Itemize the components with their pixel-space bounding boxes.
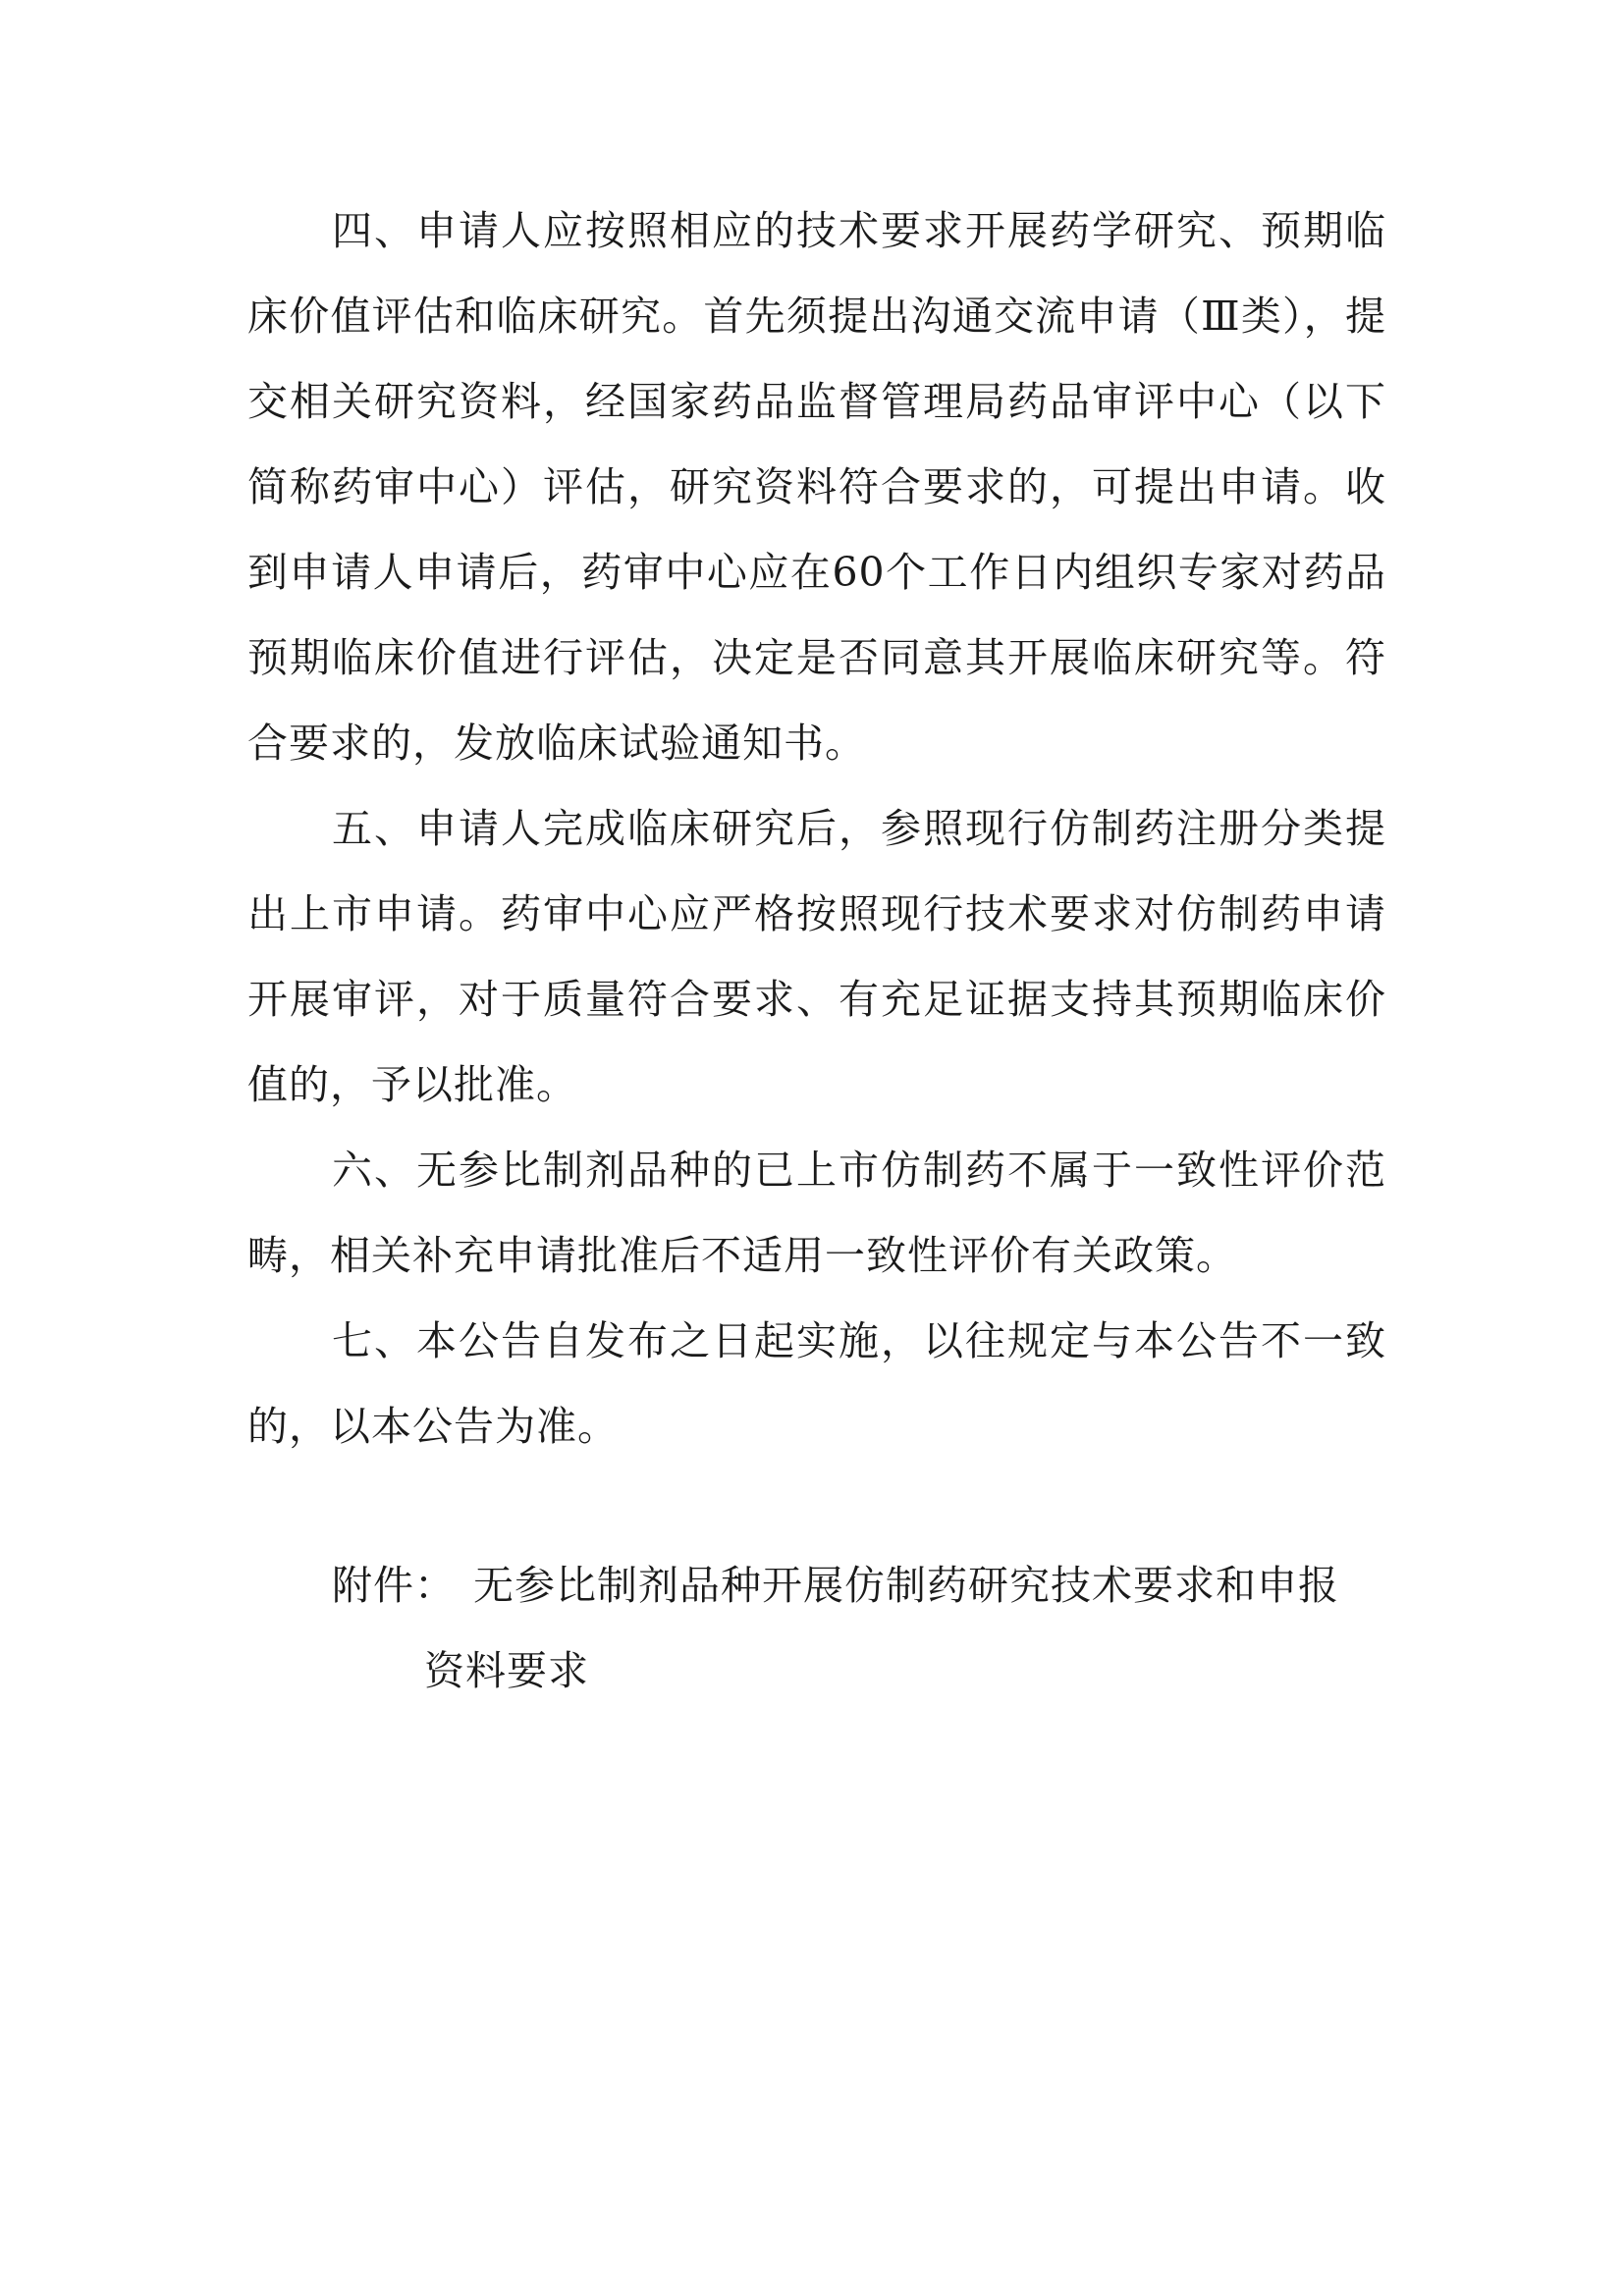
paragraph-7: 七、本公告自发布之日起实施，以往规定与本公告不一致的，以本公告为准。 (247, 1317, 1386, 1450)
paragraph-5: 五、申请人完成临床研究后，参照现行仿制药注册分类提出上市申请。药审中心应严格按照现行技术要求对仿制药申请开展审评，对于质量符合要求、有充足证据支持其预期临床价值的，予以批准。 (247, 805, 1386, 1108)
attachment-title-line1: 无参比制剂品种开展仿制药研究技术要求和申报 (473, 1562, 1339, 1609)
attachment-title-line2: 资料要求 (424, 1647, 589, 1694)
attachment-block (332, 1543, 1392, 1714)
attachment-row (332, 1543, 1392, 1629)
paragraph-4: 四、申请人应按照相应的技术要求开展药学研究、预期临床价值评估和临床研究。首先须提出沟通交流申请（Ⅲ类），提交相关研究资料，经国家药品监督管理局药品审评中心（以下简称药审中心）评估，研究资料符合要求的，可提出申请。收到申请人申请后，药审中心应在60个工作日内组织专家对药品预期临床价值进行评估，决定是否同意其开展临床研究等。符合要求的，发放临床试验通知书。 (247, 207, 1386, 767)
attachment-label: 附件： (332, 1562, 456, 1609)
body-text (247, 188, 1386, 1469)
paragraph-6: 六、无参比制剂品种的已上市仿制药不属于一致性评价范畴，相关补充申请批准后不适用一致性评价有关政策。 (247, 1147, 1386, 1279)
